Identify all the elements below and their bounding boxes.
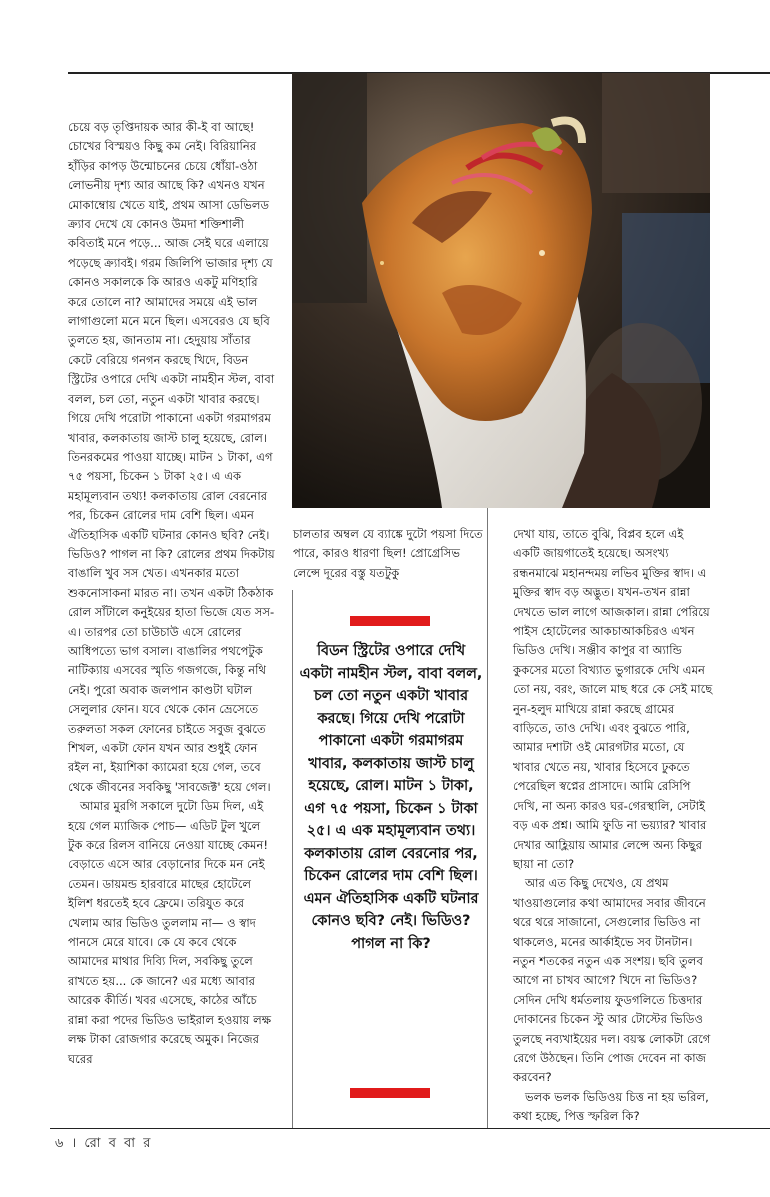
right-text-column xyxy=(513,525,713,1127)
body-paragraph: চালতার অম্বল যে ব্যাঙ্কে দুটো পয়সা দিতে পারে, কারও ধারণা ছিল! প্রোগ্রেসিভ লেন্সে দূরের বস্তু যতটুকু xyxy=(293,527,483,580)
column-divider xyxy=(292,590,293,1128)
pull-quote-top-bar xyxy=(350,616,430,626)
middle-text-column xyxy=(293,525,485,583)
bottom-rule xyxy=(50,1128,770,1129)
body-paragraph: দেখা যায়, তাতে বুঝি, বিপ্লব হলে এই একটি জায়গাতেই হয়েছে। অসংখ্য রন্ধনমাঝে মহানন্দময় লভিব মুক্তির স্বাদ। এ মুক্তির স্বাদ বড় অদ্ভুত। যখন-তখন রান্না দেখতে ভাল লাগে আজকাল। রান্না পেরিয়ে পাইস হোটেলের আকচাআকচিরও এখন ভিডিও দেখি। সঞ্জীব কাপুর বা অ্যান্ডি কুকসের মতো বিখ্যাত ভুগারকে দেখি এমন তো নয়, বরং, জালে মাছ ধরে কে সেই মাছে নুন-হলুদ মাখিয়ে রান্না করছে গ্রামের বাড়িতে, তাও দেখি। এবং বুঝতে পারি, আমার দশাটা ওই মোরগটার মতো, যে খাবার খেতে নয়, খাবার হিসেবে ঢুকতে পেরেছিল স্বপ্নের প্রাসাদে। আমি রেসিপি দেখি, না অন্য কারও ঘর-গেরস্থালি, সেটাই বড় এক প্রশ্ন। আমি ফুডি না ভয়্যার? খাবার দেখার আহ্লিয়ায় আমার লেন্সে অন্য কিছুর ছায়া না তো? xyxy=(513,527,713,871)
roll-illustration xyxy=(292,73,710,508)
page-folio: ৬ । রো ব বা র xyxy=(55,1136,153,1151)
body-paragraph: ভলক ভলক ভিডিওয় চিত্ত না হয় ভরিল, কথা হচ্ছে, পিত্ত স্ফরিল কি? xyxy=(513,1089,709,1124)
body-paragraph: আর এত কিছু দেখেও, যে প্রথম খাওয়াগুলোর কথা আমাদের সবার জীবনে থরে থরে সাজানো, সেগুলোর ভিডিও না থাকলেও, মনের আর্কাইভে সব টানটান। নতুন শতকের নতুন এক সংশয়। ছবি তুলব আগে না চাখব আগে? খিদে না ভিডিও? সেদিন দেখি ধর্মতলায় ফুডগলিতে চিত্তদার দোকানের চিকেন স্টু আর টোস্টের ভিডিও তুলছে নব্যখাইয়ের দল। বয়স্ক লোকটা রেগে রেগে উঠছেন। তিনি পোজ দেবেন না কাজ করবেন? xyxy=(513,876,711,1085)
body-paragraph: আমার মুরগি সকালে দুটো ডিম দিল, এই হয়ে গেল ম্যাজিক পোচ— এডিট টুল খুলে টুক করে রিলস বানিয়ে নেওয়া যাচ্ছে কেমন! বেড়াতে এসে আর বেড়ানোর দিকে মন নেই তেমন। ডায়মন্ড হারবারে মাছের হোটেলে ইলিশ ধরতেই হবে ফ্রেমে। তরিযুত করে খেলাম আর ভিডিও তুললাম না— ও স্বাদ পানসে মেরে যাবে। কে যে কবে থেকে আমাদের মাথার দিব্যি দিল, সবকিছু তুলে রাখতে হয়... কে জানে? এর মধ্যে আবার আরেক কীর্তি। খবর এসেছে, কাঠের আঁচে রান্না করা পদের ভিডিও ভাইরাল হওয়ায় লক্ষ লক্ষ টাকা রোজগার করেছে অমুক। নিজের ঘরের xyxy=(68,799,272,1066)
pull-quote-bottom-bar xyxy=(350,1088,430,1098)
kathi-roll-photo xyxy=(292,73,710,508)
left-text-column xyxy=(68,118,278,1069)
pull-quote: বিডন স্ট্রিটের ওপারে দেখি একটা নামহীন স্টল, বাবা বলল, চল তো নতুন একটা খাবার করছে। গিয়ে দেখি পরোটা পাকানো একটা গরমাগরম খাবার, কলকাতায় জাস্ট চালু হয়েছে, রোল। মাটন ১ টাকা, এগ ৭৫ পয়সা, চিকেন ১ টাকা ২৫। এ এক মহামূল্যবান তথ্য। কলকাতায় রোল বেরনোর পর, চিকেন রোলের দাম বেশি ছিল। এমন ঐতিহাসিক একটি ঘটনার কোনও ছবি? নেই। ভিডিও? পাগল না কি? xyxy=(299,643,483,952)
column-divider xyxy=(487,508,488,1128)
body-paragraph: চেয়ে বড় তৃপ্তিদায়ক আর কী-ই বা আছে! চোখের বিস্ময়ও কিছু কম নেই। বিরিয়ানির হাঁড়ির কাপড় উন্মোচনের চেয়ে ধোঁয়া-ওঠা লোভনীয় দৃশ্য আর আছে কি? এখনও যখন মোকাম্বোয় খেতে যাই, প্রথম আসা ডেভিলড ক্র্যাব দেখে যে কোনও উমদা শক্তিশালী কবিতাই মনে পড়ে... আজ সেই ঘরে এলায়ে পড়েছে ক্র্যাবই। গরম জিলিপি ভাজার দৃশ্য যে কোনও সকালকে কি আরও একটু মণিহারি করে তোলে না? আমাদের সময়ে এই ভাল লাগাগুলো মনে মনে ছিল। এসবেরও যে ছবি তুলতে হয়, জানতাম না। হেদুয়ায় সাঁতার কেটে বেরিয়ে গনগন করছে খিদে, বিডন স্ট্রিটের ওপারে দেখি একটা নামহীন স্টল, বাবা বলল, চল তো, নতুন একটা খাবার করছে। গিয়ে দেখি পরোটা পাকানো একটা গরমাগরম খাবার, কলকাতায় জাস্ট চালু হয়েছে, রোল। তিনরকমের পাওয়া যাচ্ছে। মাটন ১ টাকা, এগ ৭৫ পয়সা, চিকেন ১ টাকা ২৫। এ এক মহামূল্যবান তথ্য! কলকাতায় রোল বেরনোর পর, চিকেন রোলের দাম বেশি ছিল। এমন ঐতিহাসিক একটি ঘটনার কোনও ছবি? নেই। ভিডিও? পাগল না কি? রোলের প্রথম দিকটায় বাঙালি খুব সস খেত। এখনকার মতো শুকনোসাকনা মারত না। তখন একটা ঠিকঠাক রোল সাঁটালে কনুইয়ের হাতা ভিজে যেত সস-এ। তারপর তো চাউচাউ এসে রোলের আধিপত্যে ভাগ বসাল। বাঙালির পথপেটুক নাটিক্যায় এসবের স্মৃতি গজগজে, কিন্তু নথি নেই। পুরো অবাক জলপান কাণ্ডটা ঘটাল সেলুলার ফোন। যবে থেকে কোন ভ্রেসেতে তরুলতা সকল ফোনের চাইতে সবুজ বুঝতে শিখল, একটা ফোন যখন আর শুধুই ফোন রইল না, ইয়াশিকা ক্যামেরা হয়ে গেল, তবে থেকে জীবনের সবকিছু 'সাবজেক্ট' হয়ে গেল। xyxy=(68,120,275,794)
